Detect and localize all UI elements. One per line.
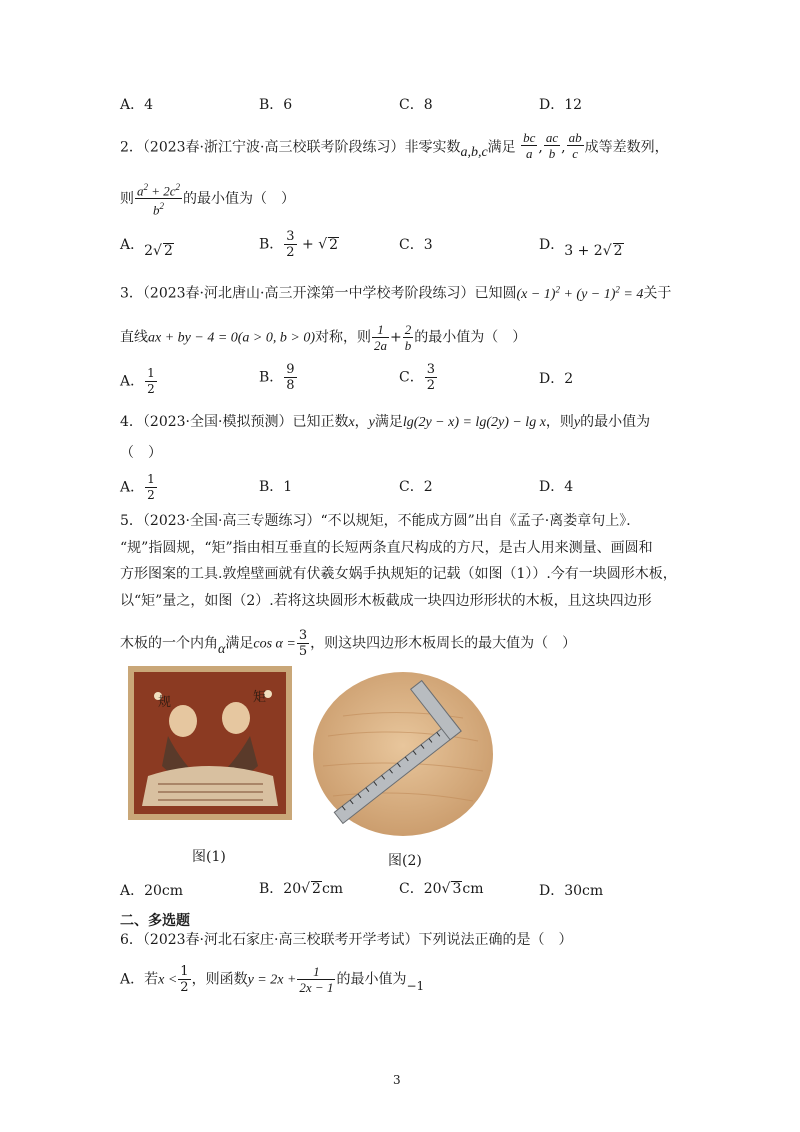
q4-stem-text: 已知正数 (292, 414, 349, 430)
q6-option-a-value: −1 (406, 978, 425, 993)
q6-function-frac: $\frac{1}{2x - 1}$ (299, 964, 334, 995)
page-number: 3 (393, 1073, 401, 1087)
q1-option-c: C．8 (399, 97, 433, 113)
q2-option-b-radicand: 2 (329, 236, 339, 253)
q2-frac-ac-b: $\frac{ac}{b}$ (545, 130, 559, 161)
q3-line-eq: ax + by − 4 = 0(a > 0, b > 0) (148, 330, 315, 346)
q5-line4: 以“矩”量之，如图（2）.若将这块圆形木板截成一块四边形形状的木板，且这块四边形 (120, 593, 652, 609)
q3-option-a-frac: $\frac{1}{2}$ (147, 366, 155, 396)
q2-option-d-radicand: 2 (613, 243, 623, 259)
q4-option-b: B．1 (259, 479, 293, 495)
q6-option-a-text-2: ，则函数 (191, 971, 248, 988)
q2-stem-text-3: 成等差数列， (584, 139, 669, 156)
q2-option-a-label: A． (120, 237, 145, 253)
q2-option-d-label: D． (539, 237, 565, 253)
mural-char-ju: 矩 (253, 690, 267, 705)
q3-frac-1: $\frac{1}{2a}$ (374, 322, 387, 353)
q2-option-a-coef: 2 (144, 243, 154, 259)
q2-option-d-value: 3 + 2√ 2 (564, 243, 623, 259)
q3-line2-text-3: 的最小值为（ ） (414, 329, 527, 346)
q2-option-d (539, 236, 624, 259)
q3-line2: 直线ax + by − 4 = 0(a > 0, b > 0)对称，则 $\frac{1}{2a}$ + $\frac{2}{b}$ 的最小值为（ ） (120, 322, 527, 353)
q2-source: （2023春·浙江宁波·高三校联考阶段练习） (142, 139, 405, 156)
q2-option-c: C．3 (399, 237, 433, 253)
q4-stem-text-5: 的最小值为 (580, 414, 651, 430)
q3-option-c-frac: $\frac{3}{2}$ (426, 362, 435, 393)
q1-option-b: B．6 (259, 97, 293, 113)
q4-option-d: D．4 (539, 479, 574, 495)
q4-option-a-frac: $\frac{1}{2}$ (147, 472, 155, 502)
q5-option-c: C．20√ 3cm (399, 881, 484, 897)
q2-target-frac: $\frac{a^2 + 2c^2}{b^2}$ (137, 182, 181, 218)
q4-stem-text-2: ， (354, 414, 369, 430)
q5-option-d: D．30cm (539, 883, 604, 899)
q3-stem-text: 已知圆 (474, 285, 517, 302)
q6-option-a-text-3: 的最小值为 (336, 971, 407, 988)
q6-condition: x < (158, 972, 178, 988)
figure-1-mural (128, 666, 292, 820)
q5-line1-text: “不以规矩，不能成方圆”出自《孟子·离娄章句上》． (320, 513, 641, 529)
mural-illustration (128, 666, 292, 820)
q3-option-b-label: B． (259, 369, 284, 386)
q4-option-a (120, 472, 158, 503)
q6-source: （2023春·河北石家庄·高三校联考开学考试） (142, 932, 419, 948)
q4-line2: （ ） (120, 445, 162, 461)
nuwa-head (222, 702, 250, 734)
q5-option-c-coef: 20 (423, 881, 442, 897)
q2-option-a (120, 236, 174, 259)
q2-option-b: B． $\frac{3}{2}$ + √ 2 (259, 229, 339, 260)
q6-option-a-text: A．若 (120, 971, 159, 988)
q5-option-a: A．20cm (120, 883, 184, 899)
q4-var-x: x (348, 415, 355, 430)
q3-option-c (399, 362, 438, 393)
q5-line3: 方形图案的工具.敦煌壁画就有伏羲女娲手执规矩的记载（如图（1））.今有一块圆形木板， (120, 566, 677, 582)
q2-frac-bc-a: $\frac{bc}{a}$ (523, 130, 536, 161)
q5-cos: cos α = (253, 636, 296, 652)
q2-option-a-radicand: 2 (163, 243, 173, 259)
q4-var-y: y (368, 415, 375, 430)
q3-stem-text-2: 关于 (643, 285, 672, 302)
q5-cos-frac: $\frac{3}{5}$ (298, 628, 308, 659)
fuxi-head (169, 705, 197, 737)
q3-option-a (120, 366, 158, 397)
q3-option-b (259, 362, 298, 393)
q5-option-b: B．20√ 2cm (259, 881, 344, 897)
q4-number: 4． (120, 414, 143, 430)
q3-option-a-label: A． (120, 373, 145, 390)
q4-option-a-label: A． (120, 479, 145, 496)
mural-char-gui: 规 (158, 695, 172, 710)
q2-option-a-value: 2√ 2 (144, 243, 173, 259)
q6-function: y = 2x + (247, 972, 297, 988)
q3-frac-2: $\frac{2}{b}$ (404, 322, 412, 353)
q5-option-c-unit: cm (462, 881, 484, 897)
q4-option-c: C．2 (399, 479, 433, 495)
q6-number: 6． (120, 932, 143, 948)
q2-stem: 2．（2023春·浙江宁波·高三校联考阶段练习）非零实数a,b,c满足 $\frac{bc}{a}$ , $\frac{ac}{b}$ , $\frac{ab}{c}$ 成等差数列， (120, 130, 669, 161)
q3-line2-text-2: 对称，则 (315, 329, 371, 346)
q5-option-b-radicand: 2 (312, 881, 321, 897)
q2-line2 (120, 180, 295, 218)
q5-option-c-radicand: 3 (452, 881, 462, 897)
q5-line5-text-3: ，则这块四边形木板周长的最大值为（ ） (310, 635, 577, 652)
section-2-heading: 二、多选题 (120, 913, 190, 929)
q3-circle-eq: $(x - 1)^2 + (y - 1)^2 = 4$ (516, 284, 644, 302)
q2-option-b-label: B． (259, 236, 284, 253)
q6-stem-text: 下列说法正确的是（ ） (418, 932, 573, 948)
q4-stem (120, 413, 650, 432)
figure-1-caption: 图(1) (192, 849, 226, 865)
q1-option-a: A．4 (120, 97, 154, 113)
board-illustration (308, 666, 500, 838)
q5-option-b-coef: 20 (283, 881, 302, 897)
q6-stem (120, 931, 572, 949)
q4-var-y-2: y (573, 415, 581, 430)
q2-line2-text-2: 的最小值为（ ） (183, 190, 296, 207)
q3-option-c-label: C． (399, 369, 424, 386)
q4-source: （2023·全国·模拟预测） (142, 414, 293, 430)
q2-frac-ab-c: $\frac{ab}{c}$ (568, 130, 582, 161)
q3-stem (120, 280, 671, 304)
q5-option-b-label: B． (259, 881, 284, 897)
q1-option-d: D．12 (539, 97, 583, 113)
q4-stem-text-4: ，则 (545, 414, 574, 430)
q3-option-b-frac: $\frac{9}{8}$ (286, 362, 295, 393)
q5-option-b-unit: cm (321, 881, 344, 897)
q2-vars: a,b,c (460, 144, 488, 160)
q4-stem-text-3: 满足 (374, 414, 403, 430)
q3-source: （2023春·河北唐山·高三开滦第一中学校考阶段练习） (142, 285, 475, 302)
figure-2-caption: 图(2) (388, 853, 422, 869)
q5-alpha: α (218, 641, 226, 657)
q5-line2: “规”指圆规，“矩”指由相互垂直的长短两条直尺构成的方尺，是古人用来测量、画圆和 (120, 540, 653, 556)
q3-option-d: D．2 (539, 371, 574, 387)
q4-log-eq: lg(2y − x) = lg(2y) − lg x (402, 415, 546, 430)
q2-stem-text: 非零实数 (404, 139, 461, 156)
q2-number: 2． (120, 139, 143, 156)
q5-line5-text: 木板的一个内角 (120, 635, 218, 652)
q2-stem-text-2: 满足 (487, 139, 516, 156)
q6-option-a (120, 964, 424, 995)
q2-line2-text: 则 (120, 190, 134, 207)
q5-line5 (120, 628, 576, 659)
q5-source: （2023·全国·高三专题练习） (142, 513, 321, 529)
q6-condition-frac: $\frac{1}{2}$ (180, 964, 189, 995)
q3-number: 3． (120, 285, 143, 302)
q2-option-b-frac: $\frac{3}{2}$ (286, 229, 295, 260)
q2-option-d-sum: 3 + 2 (564, 243, 603, 259)
q5-number: 5． (120, 513, 143, 529)
q5-line5-text-2: 满足 (225, 635, 254, 652)
q5-option-c-label: C． (399, 881, 424, 897)
q5-line1 (120, 512, 640, 530)
figure-2-board (308, 666, 500, 838)
q3-line2-text: 直线 (120, 329, 148, 346)
